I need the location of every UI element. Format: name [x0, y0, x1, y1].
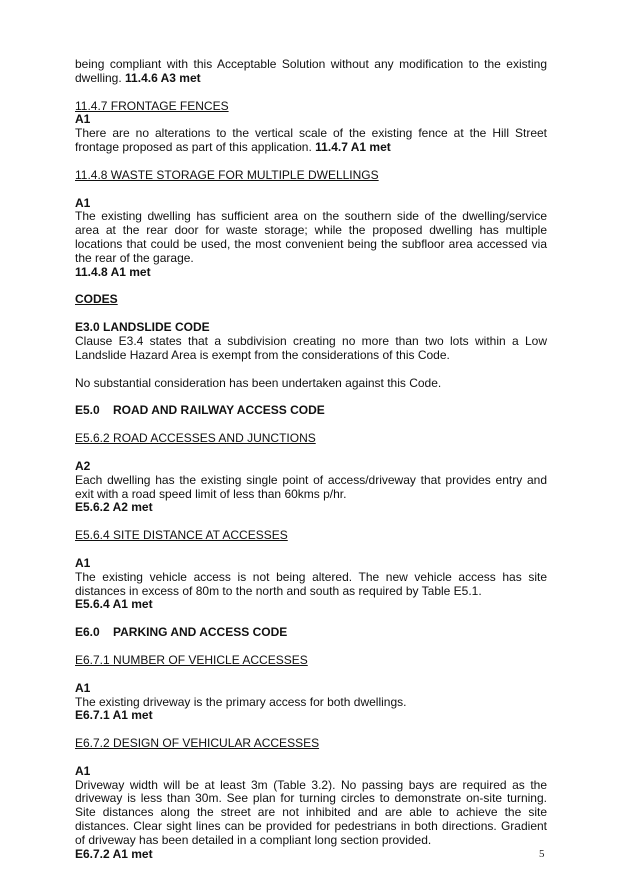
document-page	[75, 58, 547, 861]
parking-s1-result: E6.7.1 A1 met	[75, 708, 153, 723]
road-s2-text: The existing vehicle access is not being altered. The new vehicle access has site distances in excess of 80m to the north and south as required by Table E5.1.	[75, 569, 547, 598]
frontage-paragraph	[75, 127, 547, 155]
frontage-text: There are no alterations to the vertical scale of the existing fence at the Hill Street frontage proposed as part of this application.	[75, 126, 547, 154]
frontage-heading: 11.4.7 FRONTAGE FENCES	[75, 98, 229, 113]
road-code-heading	[75, 404, 547, 418]
road-code-number: E5.0	[75, 403, 100, 418]
frontage-result: 11.4.7 A1 met	[315, 139, 391, 154]
landslide-note: No substantial consideration has been undertaken against this Code.	[75, 375, 442, 390]
parking-s1-heading: E6.7.1 NUMBER OF VEHICLE ACCESSES	[75, 652, 308, 667]
road-s1-sub: A2	[75, 458, 91, 473]
parking-s2-sub: A1	[75, 763, 91, 778]
waste-sub: A1	[75, 195, 91, 210]
parking-code-title: PARKING AND ACCESS CODE	[113, 625, 288, 640]
parking-s1-text: The existing driveway is the primary access for both dwellings.	[75, 694, 407, 709]
landslide-heading: E3.0 LANDSLIDE CODE	[75, 320, 210, 335]
road-code-title: ROAD AND RAILWAY ACCESS CODE	[113, 403, 325, 418]
waste-heading: 11.4.8 WASTE STORAGE FOR MULTIPLE DWELLINGS	[75, 167, 379, 182]
parking-s2-result: E6.7.2 A1 met	[75, 846, 153, 861]
codes-heading: CODES	[75, 292, 118, 307]
parking-code-number: E6.0	[75, 625, 100, 640]
page-number: 5	[539, 848, 545, 860]
road-s1-result: E5.6.2 A2 met	[75, 500, 153, 515]
road-s2-result: E5.6.4 A1 met	[75, 597, 153, 612]
parking-s2-text: Driveway width will be at least 3m (Table 3.2). No passing bays are required as the driveway is less than 30m. See plan for turning circles to demonstrate on-site turning. Site distances along the street are not inhibited and are able to achieve the site distances. Clear sight lines can be provided for pedestrians in both directions. Gradient of driveway has been detailed in a compliant long section provided.	[75, 777, 547, 847]
road-s2-sub: A1	[75, 555, 91, 570]
parking-s2-heading: E6.7.2 DESIGN OF VEHICULAR ACCESSES	[75, 736, 320, 751]
intro-paragraph	[75, 58, 547, 86]
waste-text: The existing dwelling has sufficient area on the southern side of the dwelling/service area at the rear door for waste storage; while the proposed dwelling has multiple locations that could be used, the most convenient being the subfloor area accessed via the rear of the garage.	[75, 209, 547, 265]
waste-result: 11.4.8 A1 met	[75, 264, 151, 279]
road-s1-heading: E5.6.2 ROAD ACCESSES AND JUNCTIONS	[75, 431, 316, 446]
parking-code-heading	[75, 626, 547, 640]
frontage-sub: A1	[75, 112, 91, 127]
landslide-text: Clause E3.4 states that a subdivision creating no more than two lots within a Low Landslide Hazard Area is exempt from the considerations of this Code.	[75, 333, 547, 362]
road-s1-text: Each dwelling has the existing single point of access/driveway that provides entry and exit with a road speed limit of less than 60kms p/hr.	[75, 472, 547, 501]
intro-result: 11.4.6 A3 met	[125, 70, 201, 85]
intro-text: being compliant with this Acceptable Solution without any modification to the existing dwelling.	[75, 57, 547, 85]
road-s2-heading: E5.6.4 SITE DISTANCE AT ACCESSES	[75, 528, 288, 543]
parking-s1-sub: A1	[75, 680, 91, 695]
